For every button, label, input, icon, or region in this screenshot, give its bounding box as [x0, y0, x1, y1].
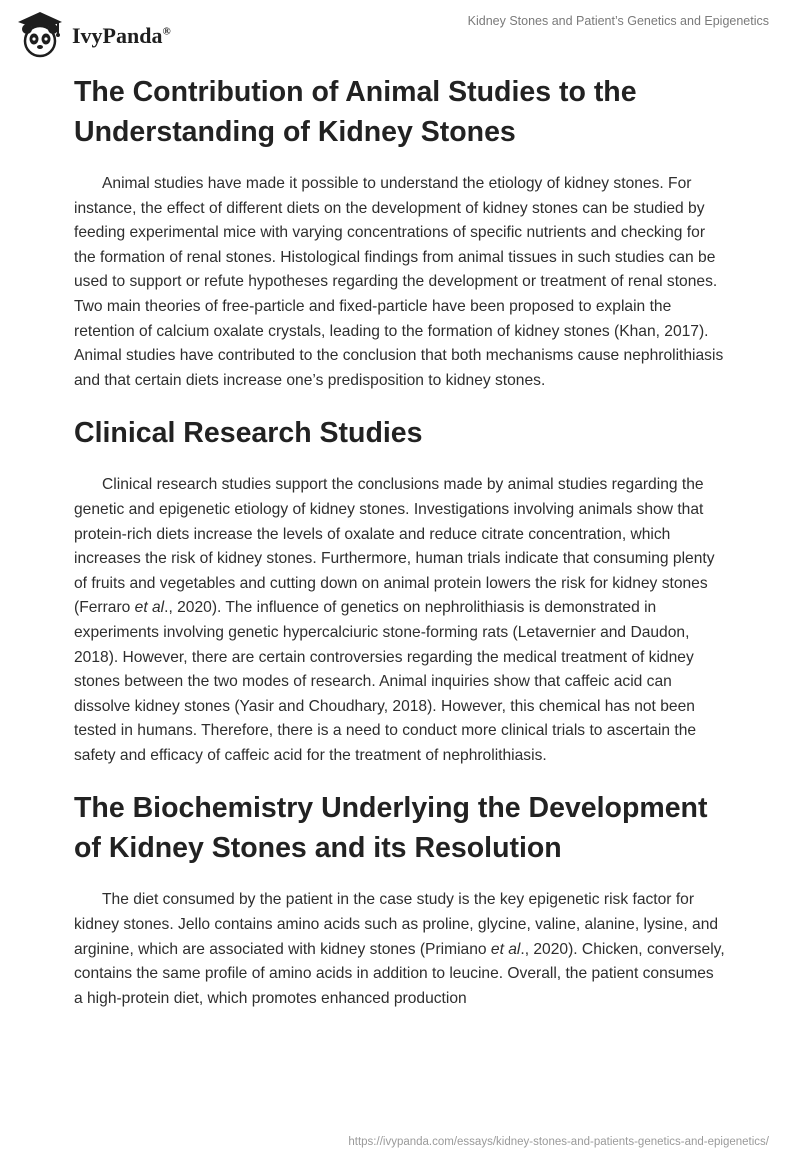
document-title: Kidney Stones and Patient’s Genetics and Epigenetics	[467, 14, 769, 28]
panda-logo-icon	[14, 10, 66, 58]
paragraph-animal-studies: Animal studies have made it possible to understand the etiology of kidney stones. For instance, the effect of different diets on the development of kidney stones can be studied by feeding experimental mice with varying concentrations of specific nutrients and checking for the formation of renal stones. Histological findings from animal tissues in such studies can be used to support or refute hypotheses regarding the development or treatment of renal stones. Two main theories of free-particle and fixed-particle have been proposed to explain the retention of calcium oxalate crystals, leading to the formation of kidney stones (Khan, 2017). Animal studies have contributed to the conclusion that both mechanisms cause nephrolithiasis and that certain diets increase one’s predisposition to kidney stones.	[74, 175, 724, 389]
section-heading-clinical-research: Clinical Research Studies	[74, 417, 423, 450]
paragraph-clinical-research: Clinical research studies support the conclusions made by animal studies regarding the genetic and epigenetic etiology of kidney stones. Investigations involving animals show that protein-rich diets increase the levels of oxalate and reduce citrate concentration, which increases the risk of kidney stones. Furthermore, human trials indicate that consuming plenty of fruits and vegetables and cutting down on animal protein lowers the risk for kidney stones (Ferraro et al., 2020). The influence of genetics on nephrolithiasis is demonstrated in experiments involving genetic hypercalciuric stone-forming rats (Letavernier and Daudon, 2018). However, there are certain controversies regarding the medical treatment of kidney stones between the two modes of research. Animal inquiries show that caffeic acid can dissolve kidney stones (Yasir and Choudhary, 2018). However, this chemical has not been tested in humans. Therefore, there is a need to conduct more clinical trials to ascertain the safety and efficacy of caffeic acid for the treatment of nephrolithiasis.	[74, 476, 715, 764]
section-heading-animal-studies: The Contribution of Animal Studies to the Understanding of Kidney Stones	[74, 76, 637, 148]
brand-logo[interactable]	[14, 10, 171, 58]
paragraph-biochemistry: The diet consumed by the patient in the case study is the key epigenetic risk factor for kidney stones. Jello contains amino acids such as proline, glycine, valine, alanine, lysine, and arginine, which are associated with kidney stones (Primiano et al., 2020). Chicken, conversely, contains the same profile of amino acids in addition to leucine. Overall, the patient consumes a high-protein diet, which promotes enhanced production	[74, 891, 725, 1007]
footer-url-link[interactable]: https://ivypanda.com/essays/kidney-stones-and-patients-genetics-and-epigenetics/	[348, 1136, 769, 1148]
brand-name: IvyPanda®	[72, 23, 171, 48]
essay-content	[74, 72, 726, 1031]
section-heading-biochemistry: The Biochemistry Underlying the Development of Kidney Stones and its Resolution	[74, 792, 708, 865]
